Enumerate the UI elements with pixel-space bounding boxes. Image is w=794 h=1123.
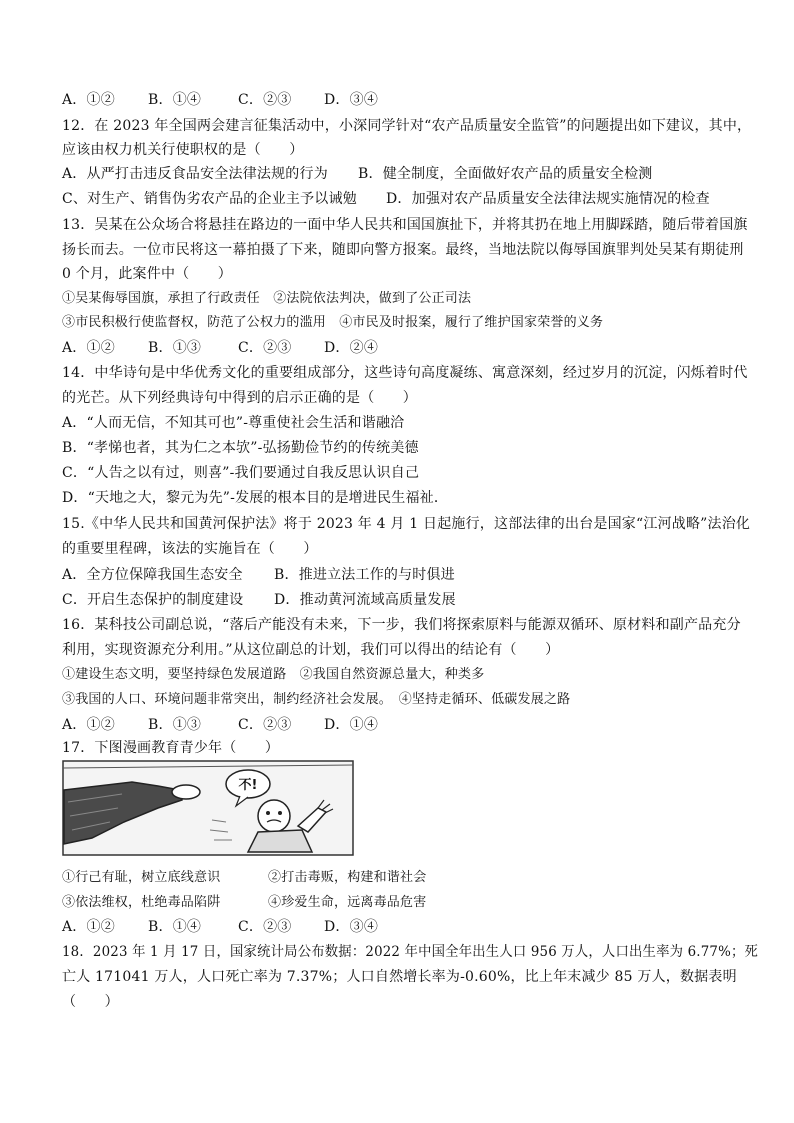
q16-option-d: D．①④ [324, 717, 379, 733]
q17-stem: 17．下图漫画教育青少年（ ） [62, 740, 280, 756]
q13-item-line1: ①吴某侮辱国旗，承担了行政责任 ②法院依法判决，做到了公正司法 [62, 291, 472, 306]
q15-stem-line2: 的重要里程碑，该法的实施旨在（ ） [62, 541, 318, 557]
q11-option-b: B．①④ [148, 92, 202, 108]
q15-option-d: D．推动黄河流域高质量发展 [274, 592, 456, 608]
q12-option-c: C、对生产、销售伪劣农产品的企业主予以诫勉 [62, 191, 357, 207]
q14-stem-line2: 的光芒。从下列经典诗句中得到的启示正确的是（ ） [62, 390, 417, 406]
q13-option-d: D．②④ [324, 340, 379, 356]
q12-stem-line1: 12．在 2023 年全国两会建言征集活动中，小深同学针对“农产品质量安全监管”的问题提出如下建议，其中， [62, 118, 752, 134]
q17-item-3: ③依法维权，杜绝毒品陷阱 [62, 895, 221, 910]
q18-stem-line2: 亡人 171041 万人，人口死亡率为 7.37%；人口自然增长率为-0.60%，比上年末减少 85 万人，数据表明 [62, 969, 737, 985]
cartoon-drawing [62, 760, 354, 856]
q13-option-b: B．①③ [148, 340, 202, 356]
q17-option-b: B．①④ [148, 919, 202, 935]
cartoon-speech-text: 不! [238, 778, 258, 793]
q14-option-a: A．“人而无信，不知其可也”-尊重使社会生活和谐融洽 [62, 415, 405, 431]
q17-item-1: ①行己有耻，树立底线意识 [62, 870, 221, 885]
q15-option-b: B．推进立法工作的与时俱进 [274, 567, 455, 583]
q11-option-c: C．②③ [238, 92, 292, 108]
q17-item-4: ④珍爱生命，远离毒品危害 [268, 895, 427, 910]
q16-option-a: A．①② [62, 717, 115, 733]
q17-option-a: A．①② [62, 919, 115, 935]
q18-stem-line3: （ ） [62, 994, 119, 1010]
q18-stem-line1: 18．2023 年 1 月 17 日，国家统计局公布数据：2022 年中国全年出生人口 956 万人，人口出生率为 6.77%；死 [62, 944, 759, 960]
q13-stem-line2: 扬长而去。一位市民将这一幕拍摄了下来，随即向警方报案。最终，当地法院以侮辱国旗罪判处吴某有期徒刑 [62, 242, 744, 258]
q11-option-d: D．③④ [324, 92, 379, 108]
q11-option-a: A．①② [62, 92, 115, 108]
q17-option-d: D．③④ [324, 919, 379, 935]
q12-option-d: D．加强对农产品质量安全法律法规实施情况的检查 [386, 191, 710, 207]
q16-item-line2: ③我国的人口、环境问题非常突出，制约经济社会发展。 ④坚持走循环、低碳发展之路 [62, 692, 571, 707]
q15-option-c: C．开启生态保护的制度建设 [62, 592, 244, 608]
q16-item-line1: ①建设生态文明，要坚持绿色发展道路 ②我国自然资源总量大，种类多 [62, 667, 485, 682]
q12-option-a: A．从严打击违反食品安全法律法规的行为 [62, 166, 328, 182]
q13-stem-line1: 13．吴某在公众场合将悬挂在路边的一面中华人民共和国国旗扯下，并将其扔在地上用脚踩踏，随后带着国旗 [62, 217, 748, 233]
q14-option-c: C．“人告之以有过，则喜”-我们要通过自我反思认识自己 [62, 465, 420, 481]
q15-stem-line1: 15.《中华人民共和国黄河保护法》将于 2023 年 4 月 1 日起施行，这部法律的出台是国家“江河战略”法治化 [62, 516, 751, 532]
q15-option-a: A．全方位保障我国生态安全 [62, 567, 243, 583]
q14-option-b: B．“孝悌也者，其为仁之本欤”-弘扬勤俭节约的传统美德 [62, 440, 419, 456]
q13-stem-line3: 0 个月，此案件中（ ） [62, 266, 232, 282]
q13-option-a: A．①② [62, 340, 115, 356]
q17-item-2: ②打击毒贩，构建和谐社会 [268, 870, 427, 885]
anti-drug-cartoon [62, 760, 354, 856]
q12-stem-line2: 应该由权力机关行使职权的是（ ） [62, 142, 304, 158]
q16-stem-line1: 16．某科技公司副总说，“落后产能没有未来，下一步，我们将探索原料与能源双循环、原材料和副产品充分 [62, 617, 741, 633]
q13-option-c: C．②③ [238, 340, 292, 356]
q12-option-b: B．健全制度，全面做好农产品的质量安全检测 [358, 166, 653, 182]
q14-option-d: D．“天地之大，黎元为先”-发展的根本目的是增进民生福祉． [62, 490, 449, 506]
q16-stem-line2: 利用，实现资源充分利用。”从这位副总的计划，我们可以得出的结论有（ ） [62, 642, 560, 658]
q16-option-c: C．②③ [238, 717, 292, 733]
q16-option-b: B．①③ [148, 717, 202, 733]
q13-item-line2: ③市民积极行使监督权，防范了公权力的滥用 ④市民及时报案，履行了维护国家荣誉的义务 [62, 315, 604, 330]
q17-option-c: C．②③ [238, 919, 292, 935]
q14-stem-line1: 14．中华诗句是中华优秀文化的重要组成部分，这些诗句高度凝练、寓意深刻，经过岁月的沉淀，闪烁着时代 [62, 365, 748, 381]
